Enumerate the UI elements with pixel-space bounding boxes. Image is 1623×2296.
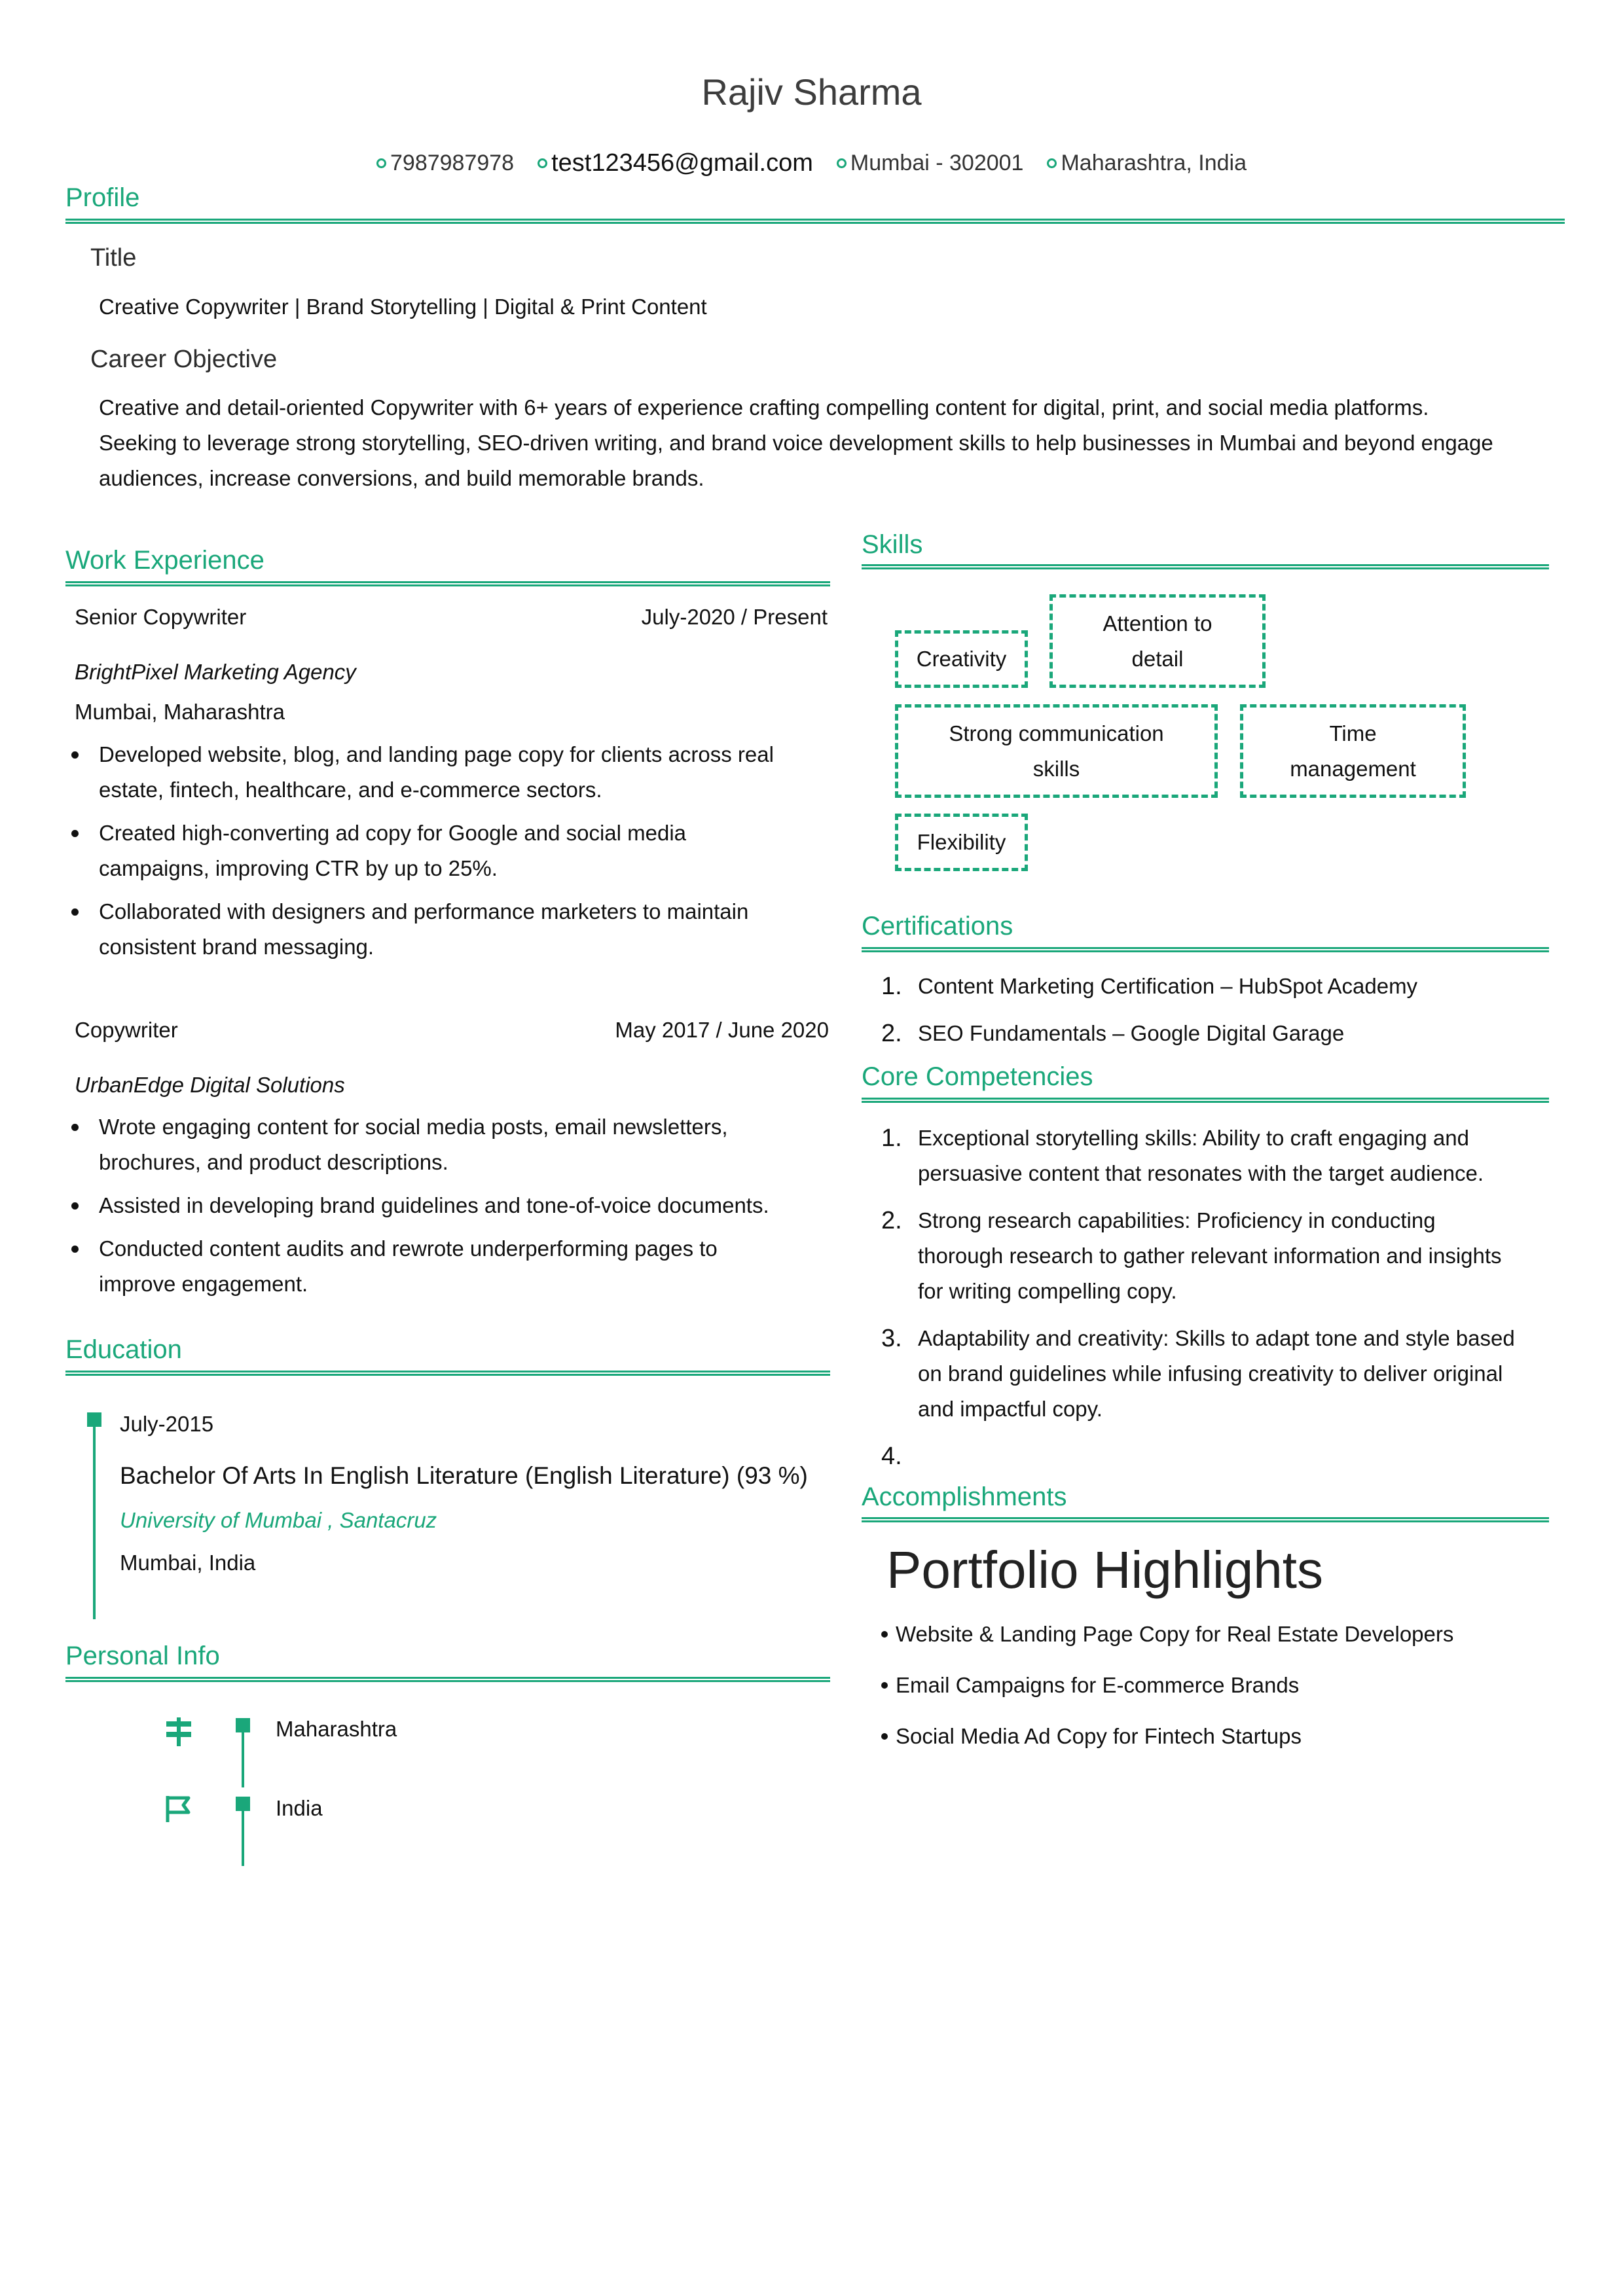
job-role: Copywriter xyxy=(75,1018,178,1042)
contact-email[interactable]: test123456@gmail.com xyxy=(538,149,813,177)
job-location: Mumbai, Maharashtra xyxy=(75,700,285,724)
list-item: Assisted in developing brand guidelines and tone-of-voice documents. xyxy=(66,1188,826,1223)
list-item: Developed website, blog, and landing page copy for clients across real estate, fintech, healthcare, and e-commerce sectors. xyxy=(66,737,826,808)
timeline-line xyxy=(242,1732,244,1787)
certifications-list xyxy=(862,969,1556,1063)
personal-heading: Personal Info xyxy=(65,1641,220,1670)
list-item: Collaborated with designers and performance marketers to maintain consistent brand messaging. xyxy=(66,894,826,965)
skills-heading: Skills xyxy=(862,530,923,559)
profile-heading: Profile xyxy=(65,183,140,212)
list-item: 2. SEO Fundamentals – Google Digital Garage xyxy=(881,1020,1345,1047)
job-bullets xyxy=(66,1109,826,1310)
list-item: 1. Exceptional storytelling skills: Ability to craft engaging and persuasive content that resonates with the target audience. xyxy=(881,1124,1484,1185)
skill-tag: Strong communication skills xyxy=(895,704,1218,798)
education-degree: Bachelor Of Arts In English Literature (English Literature) (93 %) xyxy=(120,1462,808,1489)
personal-divider xyxy=(65,1677,830,1682)
skill-tag: Flexibility xyxy=(895,814,1028,871)
skill-tag: Attention to detail xyxy=(1049,594,1266,688)
job-header xyxy=(75,605,828,630)
contact-phone: 7987987978 xyxy=(376,149,514,177)
timeline-line xyxy=(242,1811,244,1866)
skills-divider xyxy=(862,564,1549,569)
skill-tag: Creativity xyxy=(895,630,1028,688)
candidate-name: Rajiv Sharma xyxy=(701,71,922,113)
list-item: Email Campaigns for E-commerce Brands xyxy=(862,1668,1556,1703)
skill-tag: Time management xyxy=(1240,704,1466,798)
competencies-divider xyxy=(862,1098,1549,1103)
list-item: 4. xyxy=(881,1443,902,1470)
circle-icon xyxy=(837,158,847,168)
education-university: University of Mumbai , Santacruz xyxy=(120,1508,437,1532)
job-company: UrbanEdge Digital Solutions xyxy=(75,1073,345,1097)
certifications-heading: Certifications xyxy=(862,912,1013,941)
title-label: Title xyxy=(90,244,137,272)
contact-city: Mumbai - 302001 xyxy=(837,149,1024,177)
list-item: Website & Landing Page Copy for Real Estate Developers xyxy=(862,1617,1556,1652)
list-item: Created high-converting ad copy for Google and social media campaigns, improving CTR by up to 25%. xyxy=(66,816,826,886)
circle-icon xyxy=(1047,158,1057,168)
job-header xyxy=(75,1018,829,1043)
competencies-list xyxy=(862,1121,1556,1486)
flag-icon xyxy=(164,1793,194,1823)
work-divider xyxy=(65,581,830,586)
list-item: Wrote engaging content for social media posts, email newsletters, brochures, and product descriptions. xyxy=(66,1109,826,1180)
education-divider xyxy=(65,1371,830,1376)
list-item: Conducted content audits and rewrote underperforming pages to improve engagement. xyxy=(66,1231,826,1302)
job-role: Senior Copywriter xyxy=(75,605,247,629)
contact-region: Maharashtra, India xyxy=(1047,149,1247,177)
job-company: BrightPixel Marketing Agency xyxy=(75,660,356,684)
list-item: 3. Adaptability and creativity: Skills to adapt tone and style based on brand guidelines while infusing creativity to deliver original and impactful copy. xyxy=(881,1325,1515,1421)
profile-divider xyxy=(65,219,1565,224)
portfolio-list xyxy=(862,1617,1556,1770)
certifications-divider xyxy=(862,947,1549,952)
competencies-heading: Core Competencies xyxy=(862,1062,1093,1091)
accomplishments-divider xyxy=(862,1517,1549,1522)
work-heading: Work Experience xyxy=(65,546,264,575)
circle-icon xyxy=(376,158,386,168)
job-bullets xyxy=(66,737,826,973)
list-item: 2. Strong research capabilities: Proficiency in conducting thorough research to gather relevant information and insights for writing compelling copy. xyxy=(881,1207,1502,1303)
timeline-line xyxy=(93,1427,96,1619)
objective-text: Creative and detail-oriented Copywriter with 6+ years of experience crafting compelling content for digital, print, and social media platforms. Seeking to leverage strong storytelling, SEO-driven writing, and brand voice development skills to help businesses in Mumbai and beyond engage audiences, increase conversions, and build memorable brands. xyxy=(99,395,1493,490)
education-date: July-2015 xyxy=(120,1412,214,1436)
job-dates: May 2017 / June 2020 xyxy=(615,1018,829,1042)
timeline-marker xyxy=(236,1718,250,1732)
timeline-marker xyxy=(236,1797,250,1811)
personal-region: Maharashtra xyxy=(276,1717,397,1741)
personal-country: India xyxy=(276,1796,323,1820)
portfolio-title: Portfolio Highlights xyxy=(886,1541,1323,1599)
signpost-icon xyxy=(162,1715,195,1748)
accomplishments-heading: Accomplishments xyxy=(862,1482,1067,1511)
list-item: Social Media Ad Copy for Fintech Startups xyxy=(862,1719,1556,1754)
title-value: Creative Copywriter | Brand Storytelling | Digital & Print Content xyxy=(99,295,707,319)
education-heading: Education xyxy=(65,1335,182,1364)
circle-icon xyxy=(538,158,547,168)
timeline-marker xyxy=(87,1412,101,1427)
job-dates: July-2020 / Present xyxy=(641,605,828,629)
education-location: Mumbai, India xyxy=(120,1551,256,1575)
list-item: 1. Content Marketing Certification – HubSpot Academy xyxy=(881,973,1418,1000)
objective-label: Career Objective xyxy=(90,346,278,373)
contact-bar xyxy=(0,149,1623,177)
